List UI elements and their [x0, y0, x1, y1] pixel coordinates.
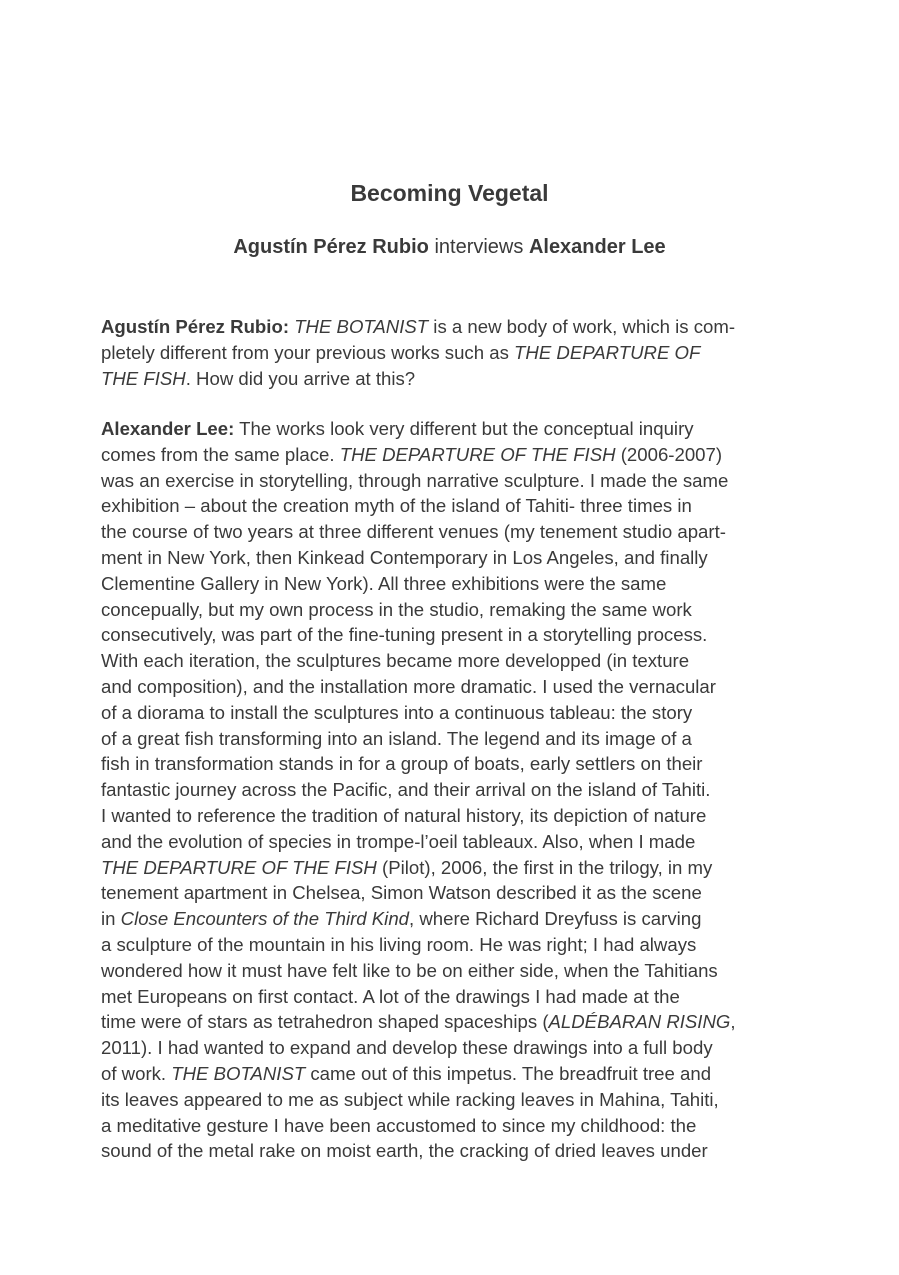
text-run: of a diorama to install the sculptures into a continuous tableau: the story: [101, 701, 693, 723]
text-run: of work.: [101, 1062, 172, 1084]
text-run: tenement apartment in Chelsea, Simon Watson described it as the scene: [101, 882, 702, 904]
interviewer-name: Agustín Pérez Rubio: [233, 236, 429, 258]
text-run: The works look very different but the conceptual inquiry: [234, 418, 694, 439]
text-run: was an exercise in storytelling, through narrative sculpture. I made the same: [101, 469, 729, 491]
text-run: ment in New York, then Kinkead Contemporary in Los Angeles, and finally: [101, 546, 708, 568]
answer-line: [101, 571, 801, 597]
answer-line: [101, 597, 801, 623]
answer-line: [101, 1035, 801, 1061]
text-run: With each iteration, the sculptures became more developped (in texture: [101, 650, 690, 672]
answer-line: [101, 829, 801, 855]
answer-line: [101, 906, 801, 932]
subtitle-connector: interviews: [434, 236, 524, 258]
text-run: its leaves appeared to me as subject while racking leaves in Mahina, Tahiti,: [101, 1088, 719, 1110]
answer-line: [101, 1009, 801, 1035]
document-title: Becoming Vegetal: [350, 180, 549, 206]
answer-line: [101, 855, 801, 881]
answer-speaker: Alexander Lee:: [101, 418, 235, 439]
text-run: of a great fish transforming into an island. The legend and its image of a: [101, 727, 692, 749]
text-run: a sculpture of the mountain in his living room. He was right; I had always: [101, 933, 697, 955]
answer-line: [101, 700, 801, 726]
italic-title: Close Encounters of the Third Kind: [120, 908, 409, 930]
text-run: pletely different from your previous works such as: [101, 341, 515, 363]
text-run: met Europeans on first contact. A lot of the drawings I had made at the: [101, 985, 680, 1007]
text-run: , where Richard Dreyfuss is carving: [409, 908, 702, 930]
text-run: is a new body of work, which is com-: [428, 316, 736, 337]
answer-line: [101, 648, 801, 674]
answer-line: [101, 416, 801, 442]
answer-paragraph: [101, 416, 801, 1164]
text-run: . How did you arrive at this?: [185, 367, 416, 389]
document-subtitle: [0, 233, 899, 261]
text-run: Clementine Gallery in New York). All three exhibitions were the same: [101, 572, 667, 594]
answer-line: [101, 1061, 801, 1087]
text-run: and composition), and the installation more dramatic. I used the vernacular: [101, 675, 716, 697]
italic-title: THE BOTANIST: [294, 316, 429, 337]
text-run: 2011). I had wanted to expand and develop these drawings into a full body: [101, 1037, 713, 1059]
text-run: (Pilot), 2006, the first in the trilogy, in my: [376, 856, 713, 878]
answer-line: [101, 674, 801, 700]
text-run: the course of two years at three different venues (my tenement studio apart-: [101, 521, 726, 543]
question-speaker: Agustín Pérez Rubio:: [101, 316, 290, 337]
text-run: I wanted to reference the tradition of natural history, its depiction of nature: [101, 804, 707, 826]
text-run: and the evolution of species in trompe-l’oeil tableaux. Also, when I made: [101, 830, 696, 852]
answer-line: [101, 880, 801, 906]
answer-line: [101, 519, 801, 545]
answer-line: [101, 803, 801, 829]
text-run: exhibition – about the creation myth of the island of Tahiti- three times in: [101, 495, 692, 517]
answer-line: [101, 1087, 801, 1113]
text-run: concepually, but my own process in the studio, remaking the same work: [101, 598, 692, 620]
answer-line: [101, 932, 801, 958]
answer-line: [101, 1138, 801, 1164]
italic-title: THE DEPARTURE OF THE FISH: [339, 443, 616, 465]
text-run: wondered how it must have felt like to be on either side, when the Tahitians: [101, 959, 718, 981]
answer-line: [101, 751, 801, 777]
answer-line: [101, 777, 801, 803]
text-run: consecutively, was part of the fine-tuning present in a storytelling process.: [101, 624, 708, 646]
answer-line: [101, 1113, 801, 1139]
answer-line: [101, 958, 801, 984]
italic-title: ALDÉBARAN RISING: [548, 1011, 731, 1033]
text-run: time were of stars as tetrahedron shaped spaceships (: [101, 1011, 549, 1033]
question-line: [101, 340, 801, 366]
italic-title: THE DEPARTURE OF THE FISH: [101, 856, 377, 878]
question-line: [101, 366, 801, 392]
text-run: a meditative gesture I have been accustomed to since my childhood: the: [101, 1114, 697, 1136]
answer-line: [101, 726, 801, 752]
text-run: sound of the metal rake on moist earth, the cracking of dried leaves under: [101, 1140, 708, 1162]
italic-title: THE BOTANIST: [171, 1062, 306, 1084]
text-run: comes from the same place.: [101, 443, 340, 465]
answer-line: [101, 545, 801, 571]
question-paragraph: [101, 314, 801, 391]
text-run: fantastic journey across the Pacific, and their arrival on the island of Tahiti.: [101, 779, 711, 801]
text-run: in: [101, 908, 121, 930]
answer-line: [101, 468, 801, 494]
text-run: ,: [730, 1011, 736, 1033]
italic-title: THE FISH: [101, 367, 186, 389]
answer-line: [101, 442, 801, 468]
text-run: fish in transformation stands in for a group of boats, early settlers on their: [101, 753, 703, 775]
answer-line: [101, 984, 801, 1010]
answer-line: [101, 622, 801, 648]
text-run: came out of this impetus. The breadfruit tree and: [305, 1062, 712, 1084]
italic-title: THE DEPARTURE OF: [514, 341, 701, 363]
text-run: (2006-2007): [615, 443, 723, 465]
question-line: [101, 314, 801, 340]
answer-line: [101, 493, 801, 519]
interviewee-name: Alexander Lee: [528, 236, 666, 258]
